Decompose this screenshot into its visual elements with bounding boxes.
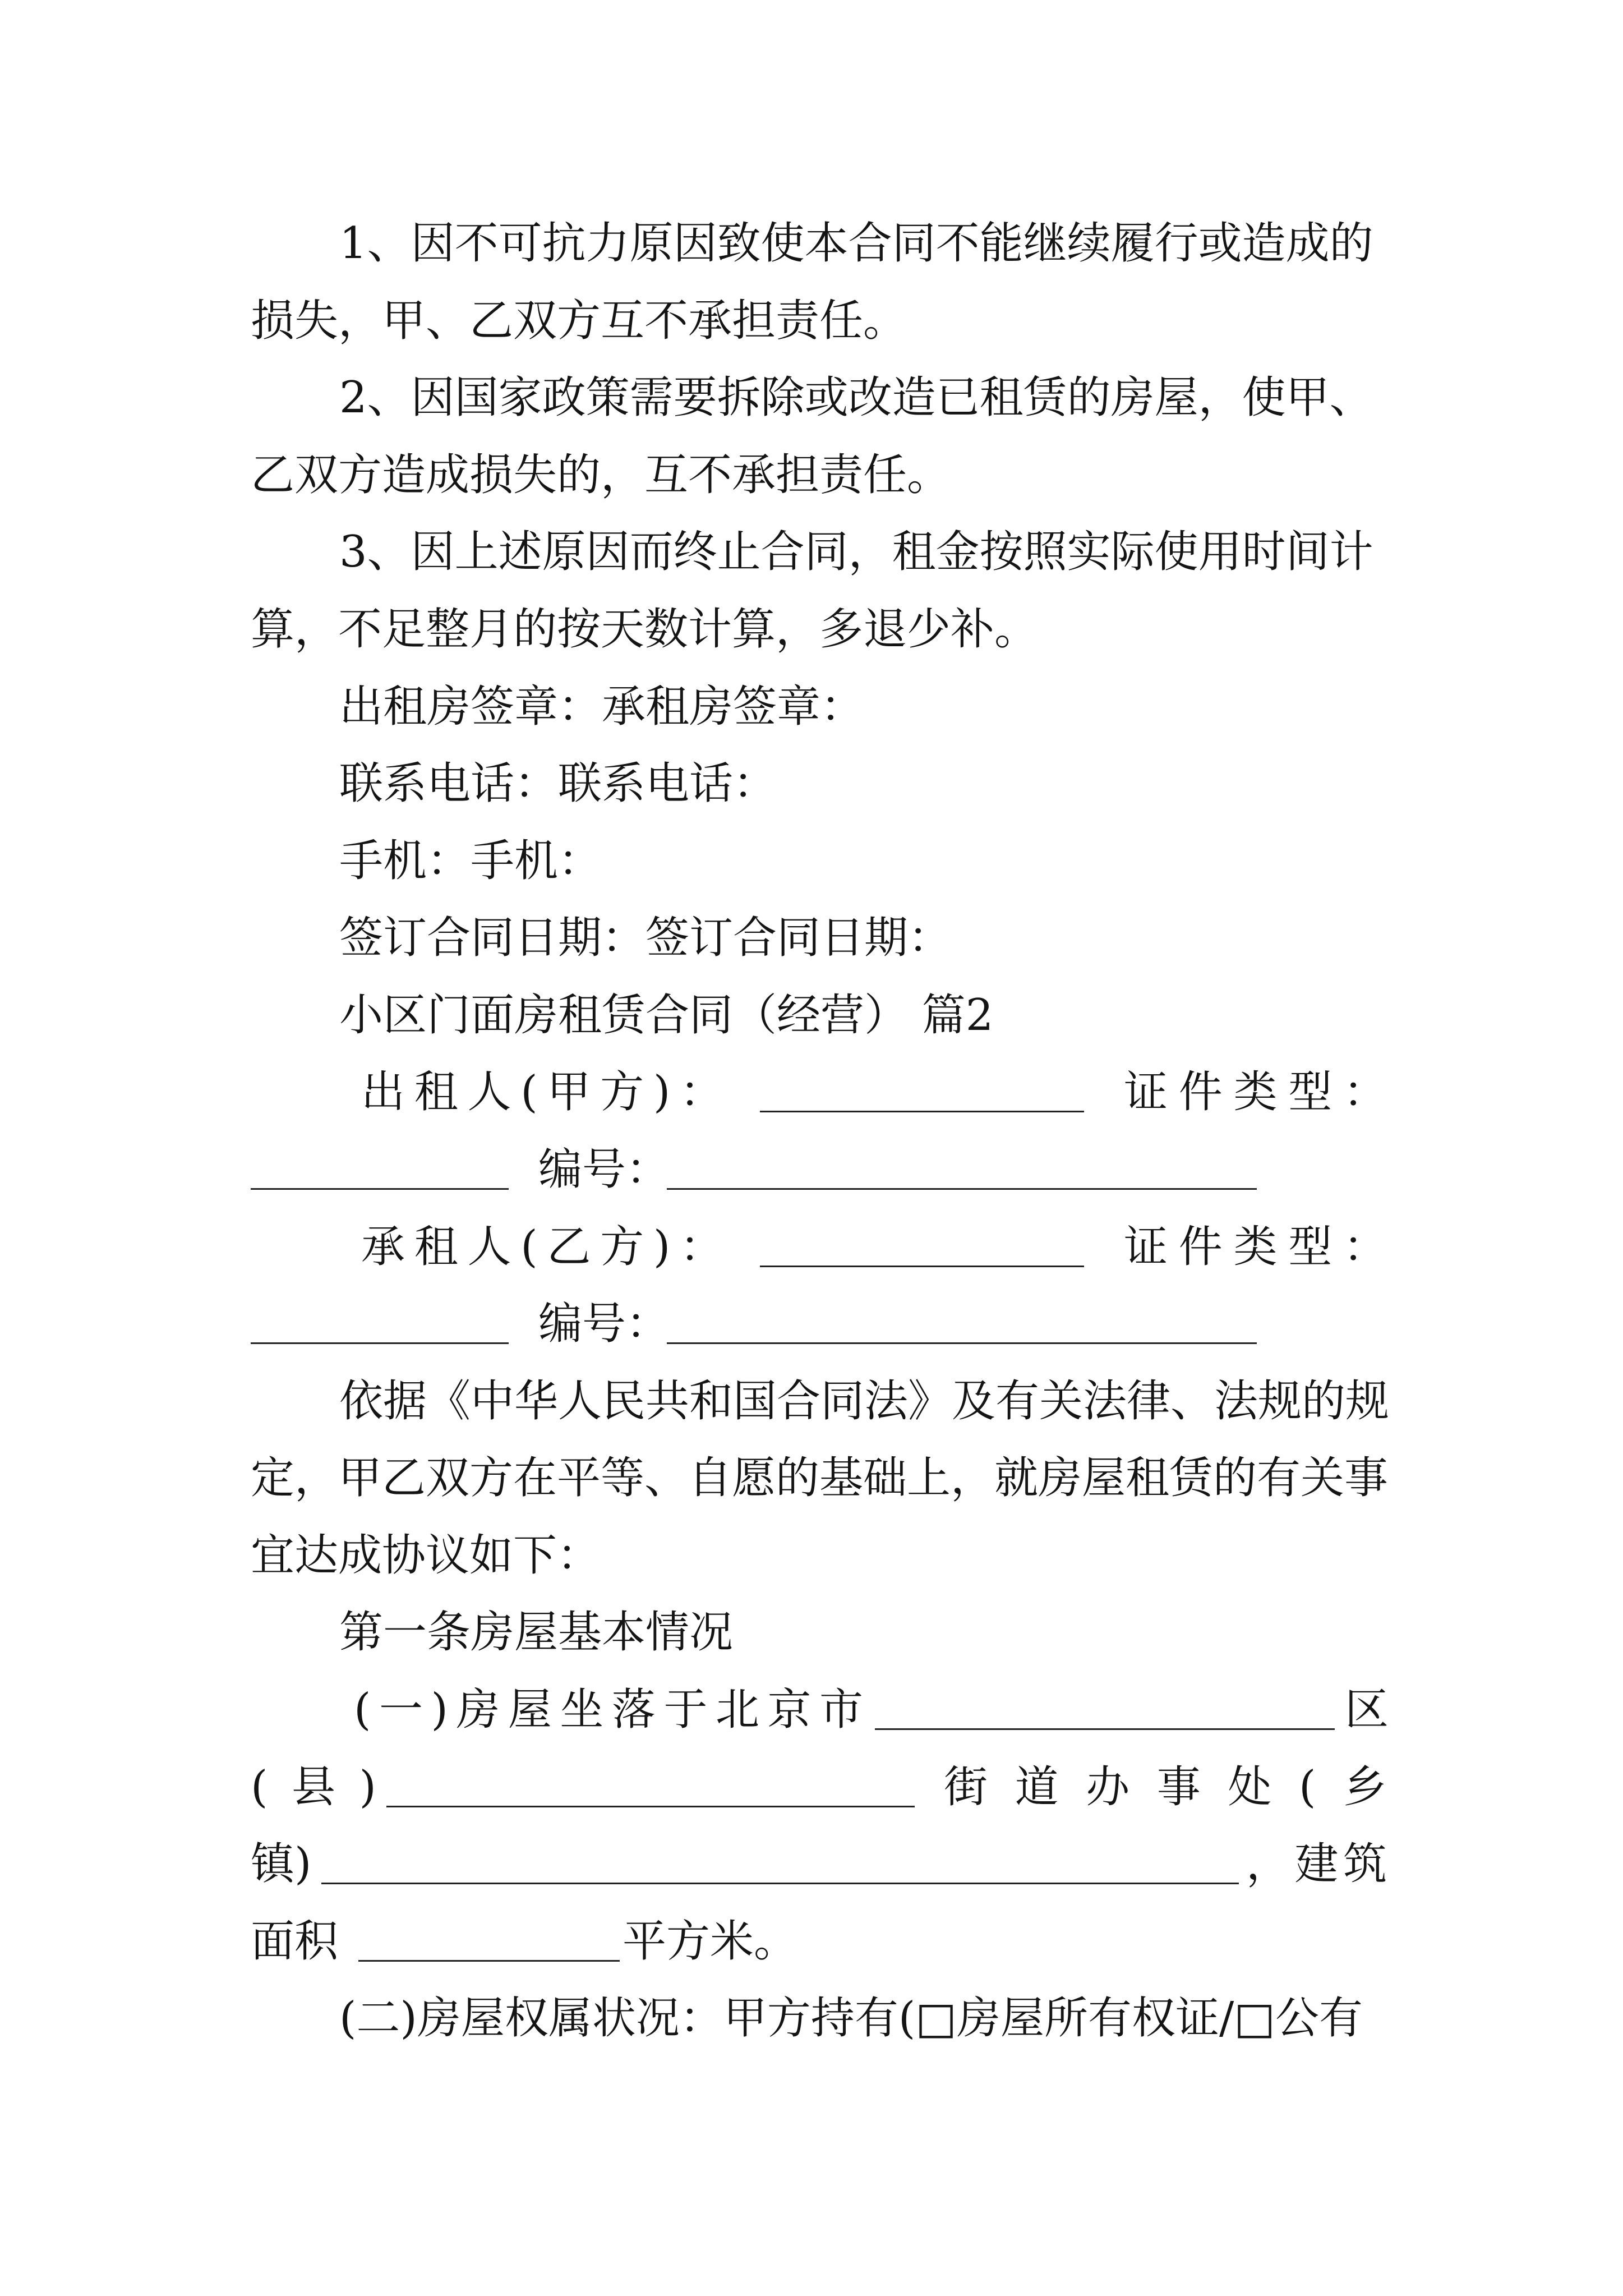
ownership-text: (二)房屋权属状况：甲方持有(□房屋所有权证/□公有: [339, 1993, 1363, 2044]
lessee-number-label: 编号：: [538, 1299, 670, 1349]
preamble-line-1: [0, 1363, 1623, 1440]
signature-mobile-label: 手机：手机：: [339, 836, 602, 886]
clause-1-line-2: [0, 282, 1623, 360]
lessor-name-blank: [760, 1111, 1084, 1112]
lessor-id-line: [0, 1131, 1623, 1208]
clause-1-line-1: [0, 205, 1623, 282]
clause-3-line-2: [0, 591, 1623, 668]
contract-2-title: 小区门面房租赁合同（经营） 篇2: [339, 990, 994, 1041]
lessor-number-blank: [667, 1188, 1257, 1190]
lessor-line: [0, 1053, 1623, 1131]
lessor-label: 出租人(甲方)：: [361, 1067, 723, 1117]
lessee-id-line: [0, 1285, 1623, 1363]
preamble-text: 定，甲乙双方在平等、自愿的基础上，就房屋租赁的有关事: [251, 1453, 1389, 1503]
article-1-title: 第一条房屋基本情况: [339, 1607, 734, 1658]
clause-text: 乙双方造成损失的，互不承担责任。: [251, 450, 951, 500]
lessee-number-blank: [667, 1342, 1257, 1344]
location-line-2: [0, 1749, 1623, 1826]
preamble-line-2: [0, 1439, 1623, 1517]
signature-seal-line: [0, 668, 1623, 746]
town-blank: [321, 1883, 1239, 1884]
location-line-3: [0, 1825, 1623, 1903]
signature-mobile-line: [0, 822, 1623, 900]
clause-text: 3、因上述原因而终止合同，租金按照实际使用时间计: [339, 527, 1373, 577]
area-unit: 平方米。: [623, 1916, 798, 1967]
preamble-line-3: [0, 1517, 1623, 1594]
clause-2-line-1: [0, 359, 1623, 436]
lessee-label: 承租人(乙方)：: [361, 1222, 723, 1272]
article-1-title-line: [0, 1594, 1623, 1671]
clause-text: 算，不足整月的按天数计算，多退少补。: [251, 604, 1039, 655]
clause-2-line-2: [0, 436, 1623, 514]
ownership-line: [0, 1980, 1623, 2057]
lessee-line: [0, 1208, 1623, 1286]
area-blank: [358, 1960, 620, 1962]
preamble-text: 依据《中华人民共和国合同法》及有关法律、法规的规: [339, 1376, 1390, 1427]
lessee-id-type-label: 证件类型：: [1124, 1222, 1387, 1272]
contract-2-title-line: [0, 977, 1623, 1054]
signature-seal-label: 出租房签章：承租房签章：: [339, 682, 865, 732]
location-prefix: (一)房屋坐落于北京市: [354, 1685, 863, 1735]
signature-phone-label: 联系电话：联系电话：: [339, 758, 777, 809]
clause-3-line-1: [0, 513, 1623, 591]
signature-date-line: [0, 899, 1623, 977]
lessor-number-label: 编号：: [538, 1144, 670, 1195]
lessee-name-blank: [760, 1266, 1084, 1267]
lessor-id-type-label: 证件类型：: [1124, 1067, 1387, 1117]
area-label: 面积: [251, 1916, 339, 1967]
preamble-text: 宜达成协议如下：: [251, 1530, 601, 1581]
subdistrict-label: 街道办事处(乡: [944, 1762, 1387, 1812]
location-line-1: [0, 1671, 1623, 1749]
area-line: [0, 1903, 1623, 1980]
subdistrict-blank: [386, 1806, 915, 1807]
building-label: ，建筑: [1246, 1839, 1387, 1889]
district-label: 区: [1345, 1685, 1389, 1735]
county-label: (县): [251, 1762, 376, 1812]
lessee-id-type-blank: [251, 1342, 509, 1344]
clause-text: 损失，甲、乙双方互不承担责任。: [251, 296, 907, 346]
signature-phone-line: [0, 745, 1623, 822]
clause-text: 2、因国家政策需要拆除或改造已租赁的房屋，使甲、: [339, 372, 1373, 423]
district-blank: [875, 1728, 1335, 1730]
town-label: 镇): [251, 1839, 312, 1889]
lessor-id-type-blank: [251, 1188, 509, 1190]
signature-date-label: 签订合同日期：签订合同日期：: [339, 913, 952, 963]
clause-text: 1、因不可抗力原因致使本合同不能继续履行或造成的: [339, 218, 1373, 269]
